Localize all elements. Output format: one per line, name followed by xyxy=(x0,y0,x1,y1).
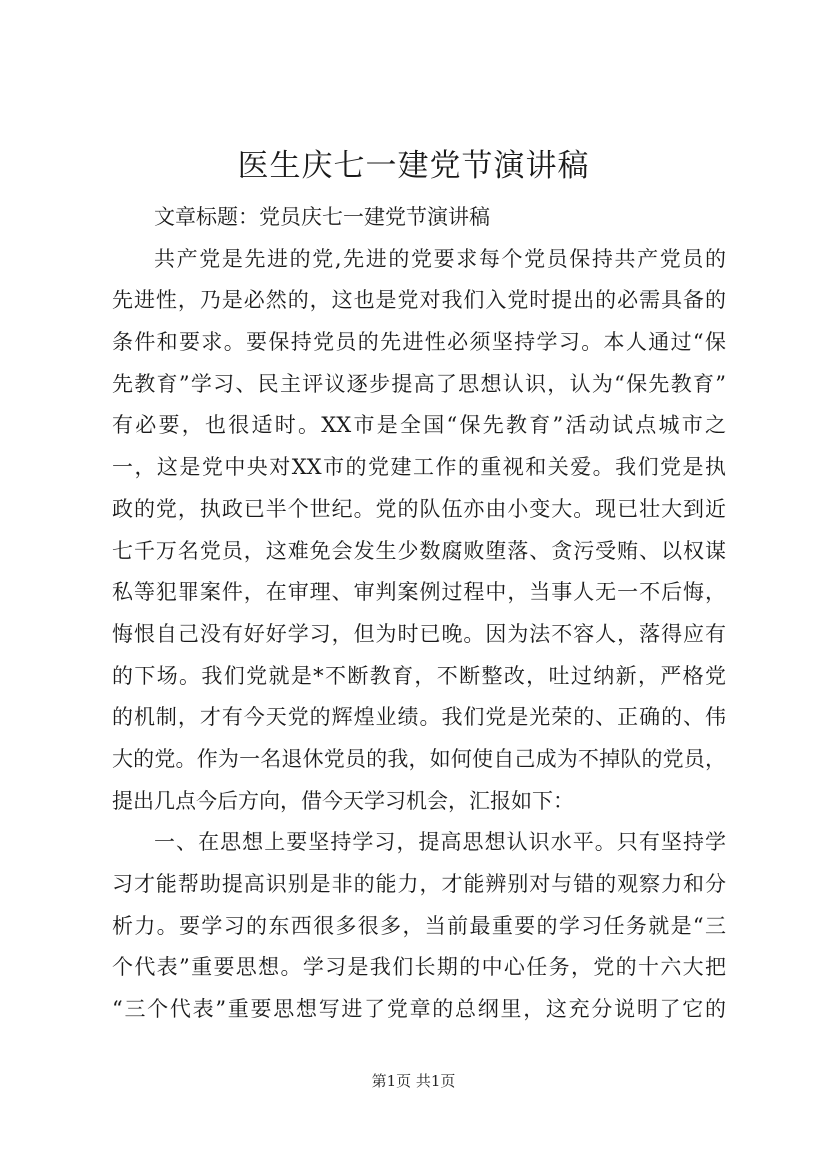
paragraph-line: 大的党。作为一名退休党员的我，如何使自己成为不掉队的党员， xyxy=(112,746,726,771)
paragraph-line: 先进性，乃是必然的，这也是党对我们入党时提出的必需具备的 xyxy=(112,288,726,313)
paragraph-line: 个代表”重要思想。学习是我们长期的中心任务，党的十六大把 xyxy=(112,955,726,980)
paragraph-line: 七千万名党员，这难免会发生少数腐败堕落、贪污受贿、以权谋 xyxy=(112,538,726,563)
paragraph-line: 提出几点今后方向，借今天学习机会，汇报如下： xyxy=(112,788,574,813)
paragraph-line: 悔恨自己没有好好学习，但为时已晚。因为法不容人，落得应有 xyxy=(112,621,726,646)
page-number-footer: 第1页 共1页 xyxy=(371,1072,456,1090)
paragraph-line: 析力。要学习的东西很多很多，当前最重要的学习任务就是“三 xyxy=(112,913,726,938)
paragraph-line: 政的党，执政已半个世纪。党的队伍亦由小变大。现已壮大到近 xyxy=(112,496,726,521)
document-title: 医生庆七一建党节演讲稿 xyxy=(237,148,590,184)
paragraph-line: 共产党是先进的党,先进的党要求每个党员保持共产党员的 xyxy=(154,246,726,271)
paragraph-line: 先教育”学习、民主评议逐步提高了思想认识，认为“保先教育” xyxy=(112,371,726,396)
document-body xyxy=(112,197,726,1031)
paragraph-line: 的下场。我们党就是*不断教育，不断整改，吐过纳新，严格党 xyxy=(112,663,726,688)
paragraph-line: 一，这是党中央对XX市的党建工作的重视和关爱。我们党是执 xyxy=(112,455,726,480)
paragraph-line: 私等犯罪案件，在审理、审判案例过程中，当事人无一不后悔， xyxy=(112,580,726,605)
paragraph-line: 条件和要求。要保持党员的先进性必须坚持学习。本人通过“保 xyxy=(112,330,726,355)
paragraph-line: 的机制，才有今天党的辉煌业绩。我们党是光荣的、正确的、伟 xyxy=(112,705,726,730)
paragraph-line: 习才能帮助提高识别是非的能力，才能辨别对与错的观察力和分 xyxy=(112,872,726,896)
article-title-line: 文章标题：党员庆七一建党节演讲稿 xyxy=(154,205,490,229)
paragraph-line: 有必要，也很适时。XX市是全国“保先教育”活动试点城市之 xyxy=(112,413,726,438)
paragraph-line: “三个代表”重要思想写进了党章的总纲里，这充分说明了它的 xyxy=(112,997,726,1022)
paragraph-line: 一、在思想上要坚持学习，提高思想认识水平。只有坚持学 xyxy=(154,830,726,855)
